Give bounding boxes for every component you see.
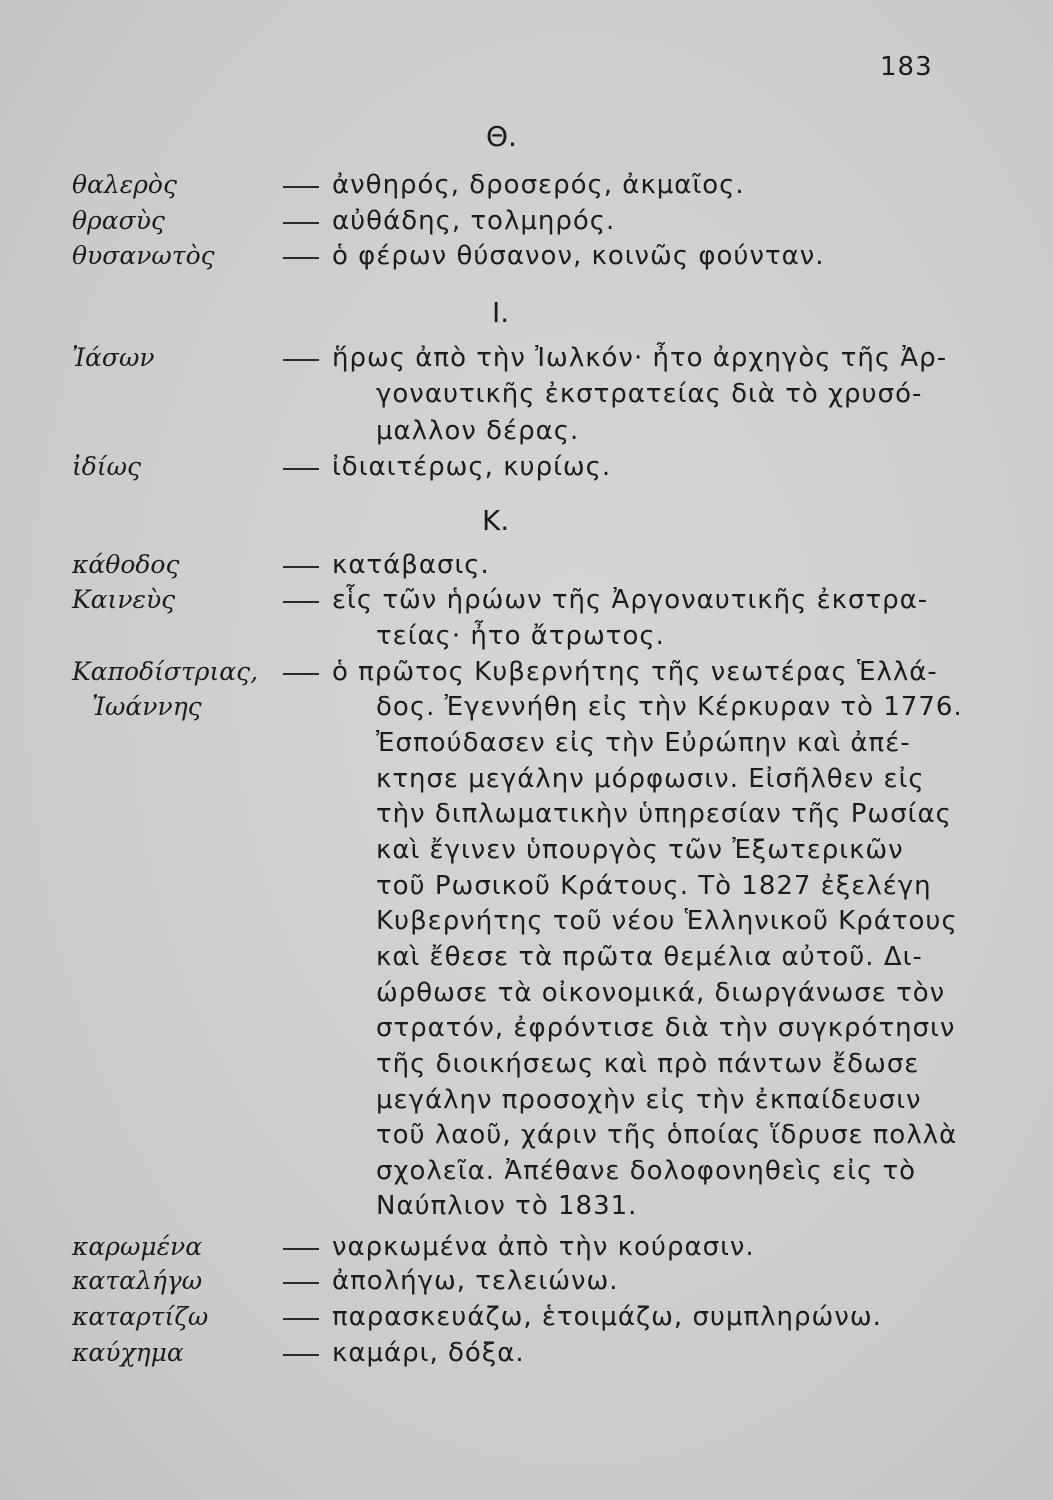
entry-definition-line: τοῦ Ρωσικοῦ Κράτους. Τὸ 1827 ἐξελέγη	[376, 871, 932, 901]
entry-definition-line: δος. Ἐγεννήθη εἰς τὴν Κέρκυραν τὸ 1776.	[376, 692, 963, 722]
entry-definition-line: τείας· ἦτο ἄτρωτος.	[376, 621, 665, 651]
entry-definition-line: τῆς διοικήσεως καὶ πρὸ πάντων ἔδωσε	[376, 1049, 920, 1079]
entry-dash	[283, 1282, 319, 1284]
entry-definition-line: καὶ ἔγινεν ὑπουργὸς τῶν Ἐξωτερικῶν	[376, 835, 904, 865]
entry-definition-line: τὴν διπλωματικὴν ὑπηρεσίαν τῆς Ρωσίας	[376, 799, 952, 829]
entry-definition-line: καὶ ἔθεσε τὰ πρῶτα θεμέλια αὐτοῦ. Δι-	[376, 942, 923, 972]
entry-dash	[283, 186, 319, 188]
entry-dash	[283, 1248, 319, 1250]
entry-term: Καποδίστριας,	[72, 657, 259, 686]
entry-dash	[283, 673, 319, 675]
section-heading-iota: Ι.	[492, 296, 510, 329]
entry-definition-line: σχολεῖα. Ἀπέθανε δολοφονηθεὶς εἰς τὸ	[376, 1156, 917, 1186]
entry-dash	[283, 468, 319, 470]
entry-definition-line: γοναυτικῆς ἐκστρατείας διὰ τὸ χρυσό-	[376, 379, 923, 409]
entry-term: καύχημα	[72, 1338, 184, 1367]
entry-definition: αὐθάδης, τολμηρός.	[332, 206, 616, 236]
entry-definition: ἥρως ἀπὸ τὴν Ἰωλκόν· ἦτο ἀρχηγὸς τῆς Ἀρ-	[332, 343, 948, 373]
entry-definition: ἰδιαιτέρως, κυρίως.	[332, 452, 612, 482]
entry-dash	[283, 1318, 319, 1320]
entry-definition: ἀπολήγω, τελειώνω.	[332, 1266, 619, 1296]
entry-dash	[283, 1354, 319, 1356]
entry-definition-line: Ναύπλιον τὸ 1831.	[376, 1191, 638, 1221]
entry-dash	[283, 257, 319, 259]
entry-definition: ἀνθηρός, δροσερός, ἀκμαῖος.	[332, 170, 745, 200]
entry-dash	[283, 222, 319, 224]
entry-definition-line: ώρθωσε τὰ οἰκονομικά, διωργάνωσε τὸν	[376, 978, 946, 1008]
entry-definition-line: τοῦ λαοῦ, χάριν τῆς ὁποίας ἵδρυσε πολλὰ	[376, 1120, 958, 1150]
entry-dash	[283, 566, 319, 568]
entry-definition-line: κτησε μεγάλην μόρφωσιν. Εἰσῆλθεν εἰς	[376, 764, 925, 794]
entry-term: θυσανωτὸς	[72, 241, 215, 270]
entry-definition: ὁ φέρων θύσανον, κοινῶς φούνταν.	[332, 241, 825, 271]
entry-definition: ναρκωμένα ἀπὸ τὴν κούρασιν.	[332, 1232, 755, 1262]
entry-definition: παρασκευάζω, ἑτοιμάζω, συμπληρώνω.	[332, 1302, 882, 1332]
entry-term: ἰδίως	[72, 452, 142, 481]
entry-term: Ἰάσων	[72, 343, 155, 372]
entry-term: καταρτίζω	[72, 1302, 209, 1331]
page-number: 183	[880, 52, 933, 82]
entry-term: καταλήγω	[72, 1266, 203, 1295]
section-heading-kappa: Κ.	[482, 504, 510, 537]
entry-term: θαλερὸς	[72, 170, 177, 199]
entry-definition-line: Ἐσπούδασεν εἰς τὴν Εὐρώπην καὶ ἀπέ-	[376, 728, 911, 758]
entry-definition: κατάβασις.	[332, 550, 490, 580]
entry-term: θρασὺς	[72, 206, 165, 235]
entry-definition-line: στρατόν, ἐφρόντισε διὰ τὴν συγκρότησιν	[376, 1013, 956, 1043]
entry-definition-line: μεγάλην προσοχὴν εἰς τὴν ἐκπαίδευσιν	[376, 1085, 922, 1115]
entry-term: κάθοδος	[72, 550, 180, 579]
entry-dash	[283, 359, 319, 361]
entry-definition: ὁ πρῶτος Κυβερνήτης τῆς νεωτέρας Ἑλλά-	[332, 657, 938, 687]
entry-definition-line: μαλλον δέρας.	[376, 416, 580, 446]
entry-dash	[283, 601, 319, 603]
entry-term-line: Ἰωάννης	[92, 692, 202, 721]
entry-term: Καινεὺς	[72, 585, 176, 614]
entry-definition-line: Κυβερνήτης τοῦ νέου Ἑλληνικοῦ Κράτους	[376, 906, 958, 936]
entry-definition: καμάρι, δόξα.	[332, 1338, 525, 1368]
section-heading-theta: Θ.	[486, 120, 517, 153]
entry-term: καρωμένα	[72, 1232, 203, 1261]
entry-definition: εἷς τῶν ἡρώων τῆς Ἀργοναυτικῆς ἐκστρα-	[332, 585, 929, 615]
